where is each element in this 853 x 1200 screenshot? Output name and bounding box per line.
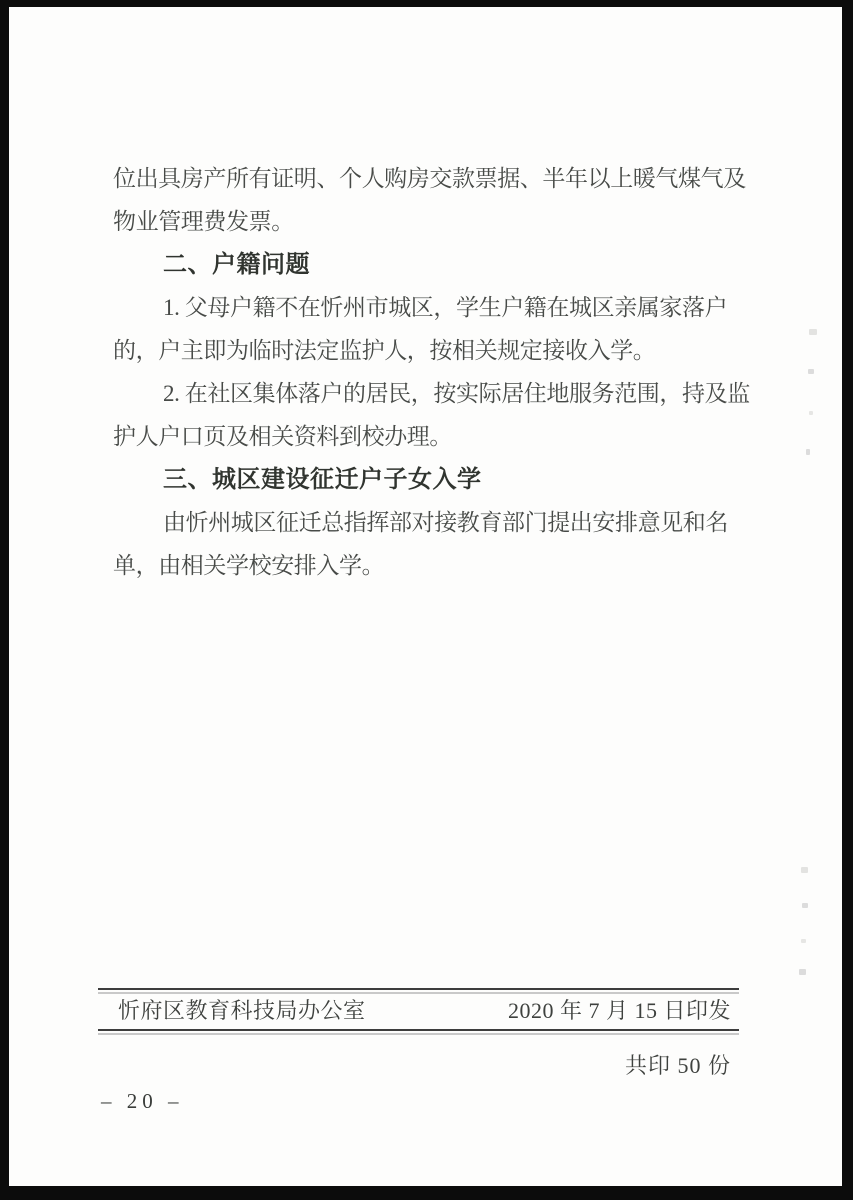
text-line: 护人户口页及相关资料到校办理。 [113,424,453,449]
scan-artifact [808,369,814,374]
scan-artifact [801,939,806,943]
section-heading-2: 二、户籍问题 [163,251,310,278]
text-line: 1. 父母户籍不在忻州市城区，学生户籍在城区亲属家落户 [163,295,728,320]
page-number: – 20 – [101,1089,184,1113]
text-line: 位出具房产所有证明、个人购房交款票据、半年以上暖气煤气及 [113,166,746,191]
scan-artifact [801,867,808,873]
document-body [113,157,750,587]
print-copies: 共印 50 份 [624,1053,731,1078]
text-line: 的，户主即为临时法定监护人，按相关规定接收入学。 [113,338,656,363]
footer-row [98,990,739,1029]
text-line: 由忻州城区征迁总指挥部对接教育部门提出安排意见和名 [163,510,729,535]
document-page [9,7,842,1186]
document-footer [98,988,739,1080]
scan-artifact [806,449,810,455]
scan-artifact [802,903,808,908]
text-line: 2. 在社区集体落户的居民，按实际居住地服务范围，持及监 [163,381,750,406]
scan-artifact [799,969,806,975]
section-heading-3: 三、城区建设征迁户子女入学 [163,466,482,493]
scan-artifact [809,411,813,415]
scan-artifact [809,329,817,335]
print-date: 2020 年 7 月 15 日印发 [507,998,731,1023]
text-line: 物业管理费发票。 [113,209,294,234]
text-line: 单，由相关学校安排入学。 [113,553,385,578]
issuing-office: 忻府区教育科技局办公室 [118,998,366,1023]
footer-rule-bottom [98,1029,739,1031]
